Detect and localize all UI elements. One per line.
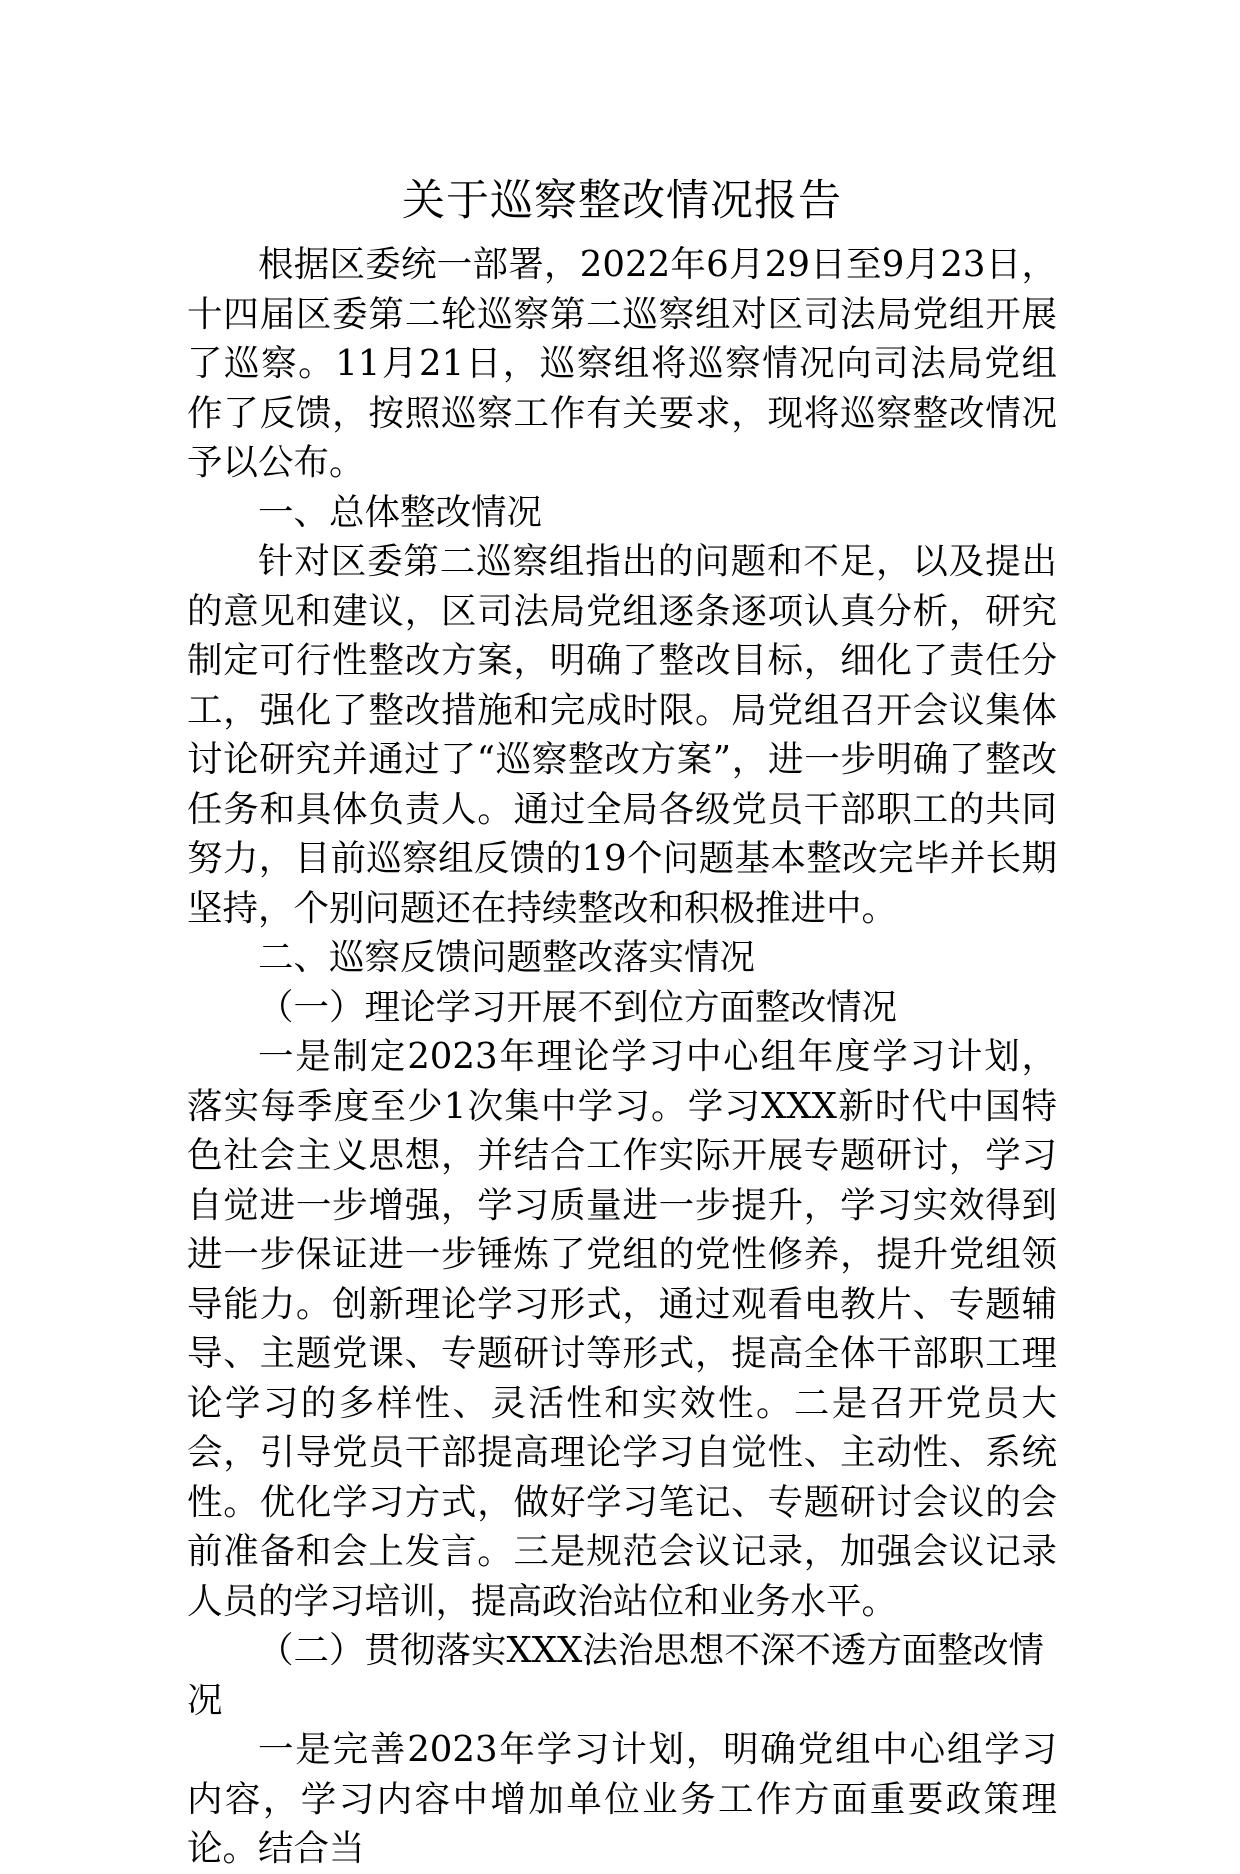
section-heading-implementation: 二、巡察反馈问题整改落实情况 <box>258 937 756 978</box>
overall-paragraph: 针对区委第二巡察组指出的问题和不足，以及提出的意见和建议，区司法局党组逐条逐项认真分析，研究制定可行性整改方案，明确了整改目标，细化了责任分工，强化了整改措施和完成时限。局党组召开会议集体讨论研究并通过了“巡察整改方案”，进一步明确了整改任务和具体负责人。通过全局各级党员干部职工的共同努力，目前巡察组反馈的19个问题基本整改完毕并长期坚持，个别问题还在持续整改和积极推进中。 <box>187 541 1057 929</box>
subsection-heading-theory-study: （一）理论学习开展不到位方面整改情况 <box>258 986 898 1028</box>
rule-of-law-paragraph: 一是完善2023年学习计划，明确党组中心组学习内容，学习内容中增加单位业务工作方面重要政策理论。结合当 <box>187 1729 1057 1869</box>
document-title: 关于巡察整改情况报告 <box>402 176 842 226</box>
section-heading-overall: 一、总体整改情况 <box>258 491 543 533</box>
document-page <box>187 162 1057 1874</box>
subsection-heading-rule-of-law: （二）贯彻落实XXX法治思想不深不透方面整改情况 <box>187 1630 1044 1721</box>
intro-paragraph: 根据区委统一部署，2022年6月29日至9月23日，十四届区委第二轮巡察第二巡察组对区司法局党组开展了巡察。11月21日，巡察组将巡察情况向司法局党组作了反馈，按照巡察工作有关要求，现将巡察整改情况予以公布。 <box>187 244 1057 483</box>
theory-study-paragraph: 一是制定2023年理论学习中心组年度学习计划，落实每季度至少1次集中学习。学习XXX新时代中国特色社会主义思想，并结合工作实际开展专题研讨，学习自觉进一步增强，学习质量进一步提升，学习实效得到进一步保证进一步锤炼了党组的党性修养，提升党组领导能力。创新理论学习形式，通过观看电教片、专题辅导、主题党课、专题研讨等形式，提高全体干部职工理论学习的多样性、灵活性和实效性。二是召开党员大会，引导党员干部提高理论学习自觉性、主动性、系统性。优化学习方式，做好学习笔记、专题研讨会议的会前准备和会上发言。三是规范会议记录，加强会议记录人员的学习培训，提高政治站位和业务水平。 <box>187 1036 1057 1622</box>
